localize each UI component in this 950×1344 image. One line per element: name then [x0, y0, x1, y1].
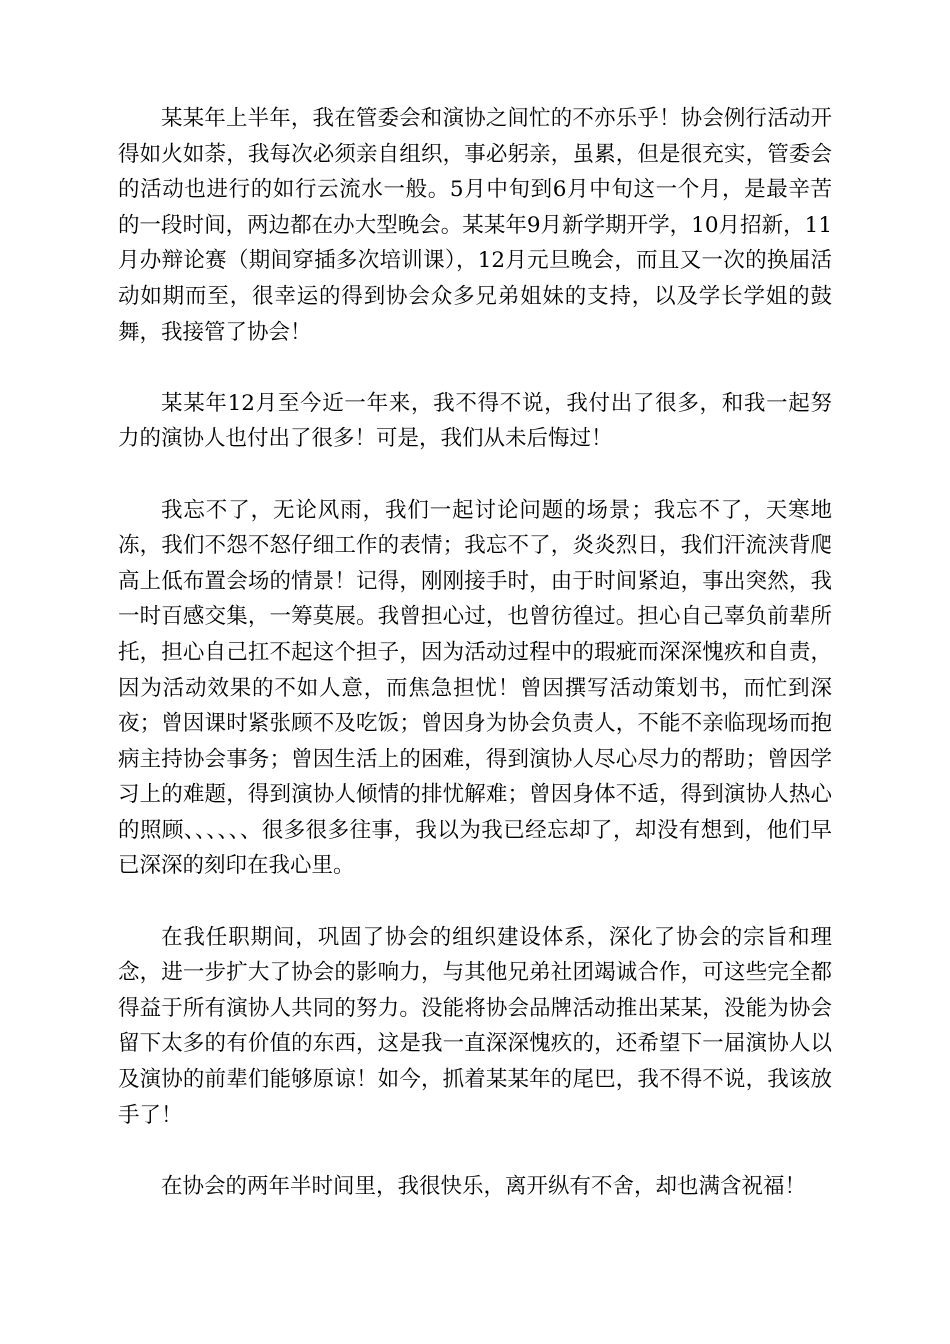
paragraph-2: 某某年12月至今近一年来，我不得不说，我付出了很多，和我一起努力的演协人也付出了很多！可是，我们从未后悔过！ [118, 390, 832, 452]
paragraph-3: 我忘不了，无论风雨，我们一起讨论问题的场景；我忘不了，天寒地冻，我们不怨不怒仔细工作的表情；我忘不了，炎炎烈日，我们汗流浃背爬高上低布置会场的情景！记得，刚刚接手时，由于时间紧迫，事出突然，我一时百感交集，一筹莫展。我曾担心过，也曾彷徨过。担心自己辜负前辈所托，担心自己扛不起这个担子，因为活动过程中的瑕疵而深深愧疚和自责，因为活动效果的不如人意，而焦急担忧！曾因撰写活动策划书，而忙到深夜；曾因课时紧张顾不及吃饭；曾因身为协会负责人，不能不亲临现场而抱病主持协会事务；曾因生活上的困难，得到演协人尽心尽力的帮助；曾因学习上的难题，得到演协人倾情的排忧解难；曾因身体不适，得到演协人热心的照顾、、、、、、很多很多往事，我以为我已经忘却了，却没有想到，他们早已深深的刻印在我心里。 [118, 497, 832, 879]
document-body [118, 101, 832, 1204]
paragraph-4: 在我任职期间，巩固了协会的组织建设体系，深化了协会的宗旨和理念，进一步扩大了协会的影响力，与其他兄弟社团竭诚合作，可这些完全都得益于所有演协人共同的努力。没能将协会品牌活动推出某某，没能为协会留下太多的有价值的东西，这是我一直深深愧疚的，还希望下一届演协人以及演协的前辈们能够原谅！如今，抓着某某年的尾巴，我不得不说，我该放手了！ [118, 924, 832, 1128]
paragraph-1: 某某年上半年，我在管委会和演协之间忙的不亦乐乎！协会例行活动开得如火如荼，我每次必须亲自组织，事必躬亲，虽累，但是很充实，管委会的活动也进行的如行云流水一般。5月中旬到6月中旬这一个月，是最辛苦的一段时间，两边都在办大型晚会。某某年9月新学期开学，10月招新，11月办辩论赛（期间穿插多次培训课），12月元旦晚会，而且又一次的换届活动如期而至，很幸运的得到协会众多兄弟姐妹的支持，以及学长学姐的鼓舞，我接管了协会！ [118, 106, 832, 345]
paragraph-5: 在协会的两年半时间里，我很快乐，离开纵有不舍，却也满含祝福！ [161, 1173, 807, 1199]
